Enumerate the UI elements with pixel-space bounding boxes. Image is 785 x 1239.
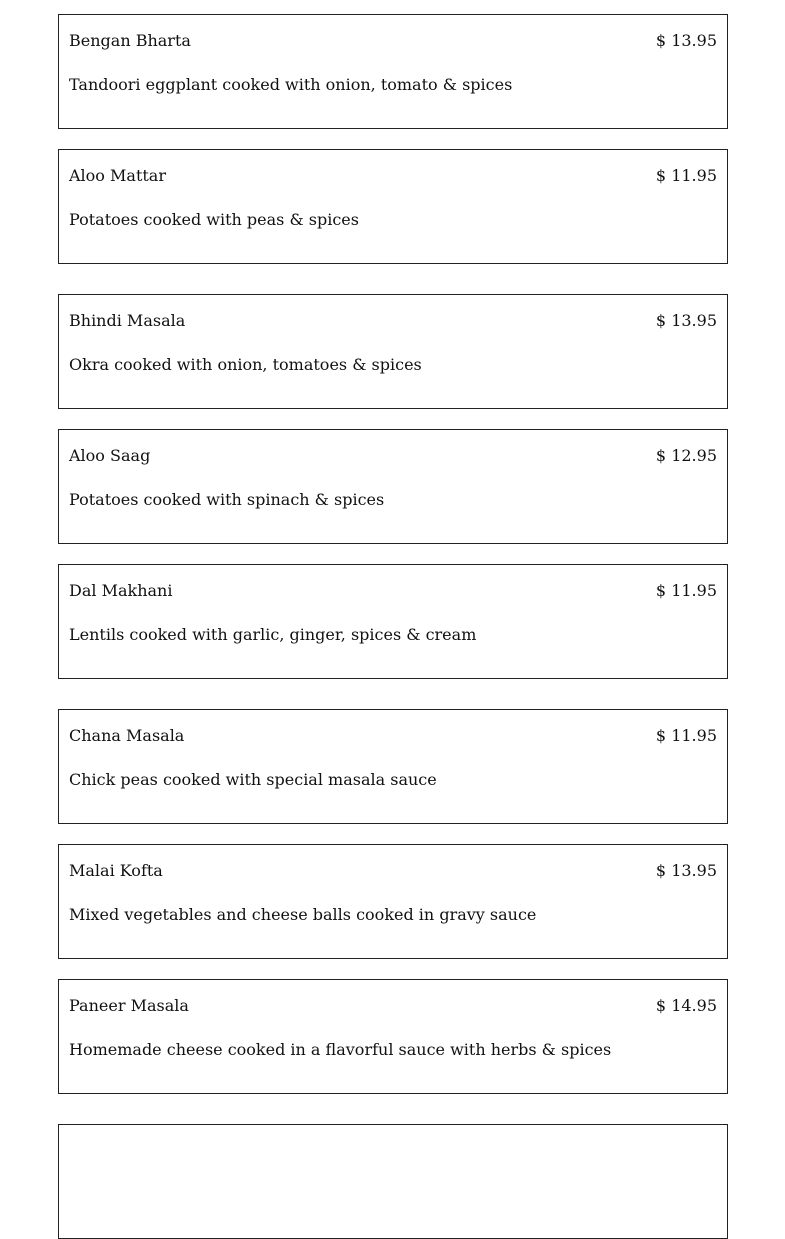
item-price: $ 14.95 [655, 996, 717, 1015]
item-price: $ 11.95 [655, 166, 717, 185]
menu-item-malai-kofta [58, 844, 728, 959]
menu-item-paneer-masala [58, 979, 728, 1094]
item-name: Aloo Saag [69, 446, 151, 465]
item-description: Chick peas cooked with special masala sauce [69, 770, 437, 789]
item-price: $ 11.95 [655, 726, 717, 745]
item-name: Bhindi Masala [69, 311, 186, 330]
item-name: Bengan Bharta [69, 31, 191, 50]
item-description: Potatoes cooked with spinach & spices [69, 490, 385, 509]
menu-item-partial [58, 1124, 728, 1239]
menu-item-aloo-saag [58, 429, 728, 544]
item-name: Paneer Masala [69, 996, 189, 1015]
item-description: Lentils cooked with garlic, ginger, spices & cream [69, 625, 477, 644]
menu-item-chana-masala [58, 709, 728, 824]
item-price: $ 13.95 [655, 861, 717, 880]
menu-item-dal-makhani [58, 564, 728, 679]
item-description: Okra cooked with onion, tomatoes & spices [69, 355, 422, 374]
item-name: Aloo Mattar [69, 166, 166, 185]
item-description: Mixed vegetables and cheese balls cooked in gravy sauce [69, 905, 537, 924]
item-description: Tandoori eggplant cooked with onion, tomato & spices [69, 75, 513, 94]
item-price: $ 11.95 [655, 581, 717, 600]
item-price: $ 13.95 [655, 311, 717, 330]
menu-item-bhindi-masala [58, 294, 728, 409]
item-price: $ 13.95 [655, 31, 717, 50]
item-description: Potatoes cooked with peas & spices [69, 210, 359, 229]
item-name: Malai Kofta [69, 861, 163, 880]
item-name: Dal Makhani [69, 581, 173, 600]
item-name: Chana Masala [69, 726, 185, 745]
item-description: Homemade cheese cooked in a flavorful sauce with herbs & spices [69, 1040, 612, 1059]
menu-item-aloo-mattar [58, 149, 728, 264]
item-price: $ 12.95 [655, 446, 717, 465]
menu-item-bengan-bharta [58, 14, 728, 129]
